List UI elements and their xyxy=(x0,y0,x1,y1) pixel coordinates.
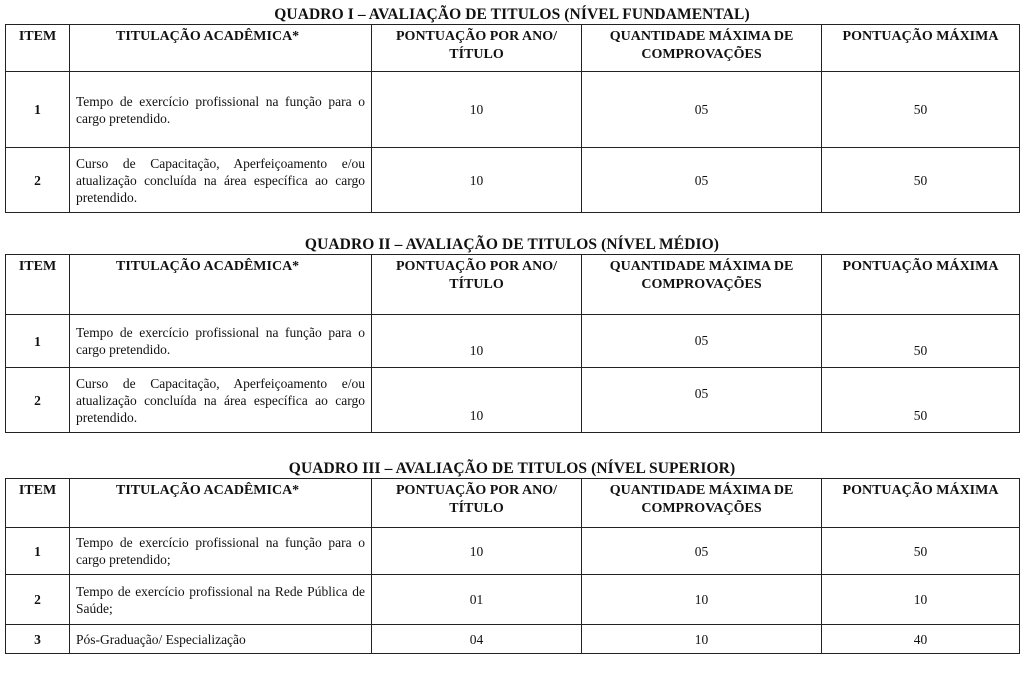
row-desc: Tempo de exercício profissional na Rede Pública de Saúde; xyxy=(70,575,372,625)
table-row xyxy=(6,72,1020,148)
header-titulacao: TITULAÇÃO ACADÊMICA* xyxy=(70,479,372,528)
row-pontuacao: 04 xyxy=(372,625,582,654)
quadro-3 xyxy=(5,460,1019,654)
row-maxima: 50 xyxy=(822,528,1020,575)
row-item: 2 xyxy=(6,148,70,213)
row-quantidade: 05 xyxy=(582,72,822,148)
row-quantidade: 05 xyxy=(582,528,822,575)
row-maxima: 40 xyxy=(822,625,1020,654)
table-row xyxy=(6,625,1020,654)
quadro-2 xyxy=(5,236,1019,433)
header-pontuacao-ano: PONTUAÇÃO POR ANO/ TÍTULO xyxy=(372,255,582,315)
row-item: 1 xyxy=(6,72,70,148)
row-quantidade: 05 xyxy=(582,148,822,213)
header-pontuacao-max: PONTUAÇÃO MÁXIMA xyxy=(822,479,1020,528)
row-item: 2 xyxy=(6,368,70,433)
header-pontuacao-max: PONTUAÇÃO MÁXIMA xyxy=(822,25,1020,72)
header-quantidade: QUANTIDADE MÁXIMA DE COMPROVAÇÕES xyxy=(582,479,822,528)
row-pontuacao: 10 xyxy=(372,528,582,575)
row-maxima: 10 xyxy=(822,575,1020,625)
quadro-2-title: QUADRO II – AVALIAÇÃO DE TITULOS (NÍVEL MÉDIO) xyxy=(304,236,720,253)
table-header-row xyxy=(6,479,1020,528)
row-desc: Tempo de exercício profissional na função para o cargo pretendido. xyxy=(70,72,372,148)
quadro-1-table xyxy=(5,24,1020,213)
row-maxima: 50 xyxy=(822,72,1020,148)
row-quantidade: 10 xyxy=(582,575,822,625)
header-item: ITEM xyxy=(6,255,70,315)
table-row xyxy=(6,315,1020,368)
table-row xyxy=(6,148,1020,213)
row-desc: Pós-Graduação/ Especialização xyxy=(70,625,372,654)
row-item: 3 xyxy=(6,625,70,654)
row-pontuacao: 10 xyxy=(372,148,582,213)
header-item: ITEM xyxy=(6,25,70,72)
row-desc: Curso de Capacitação, Aperfeiçoamento e/ou atualização concluída na área específica ao cargo pretendido. xyxy=(70,368,372,433)
table-row xyxy=(6,575,1020,625)
row-desc: Curso de Capacitação, Aperfeiçoamento e/ou atualização concluída na área específica ao cargo pretendido. xyxy=(70,148,372,213)
header-pontuacao-ano: PONTUAÇÃO POR ANO/ TÍTULO xyxy=(372,479,582,528)
quadro-2-table xyxy=(5,254,1020,433)
row-maxima: 50 xyxy=(822,148,1020,213)
row-desc: Tempo de exercício profissional na função para o cargo pretendido; xyxy=(70,528,372,575)
row-quantidade: 10 xyxy=(582,625,822,654)
quadro-1 xyxy=(5,6,1019,213)
row-pontuacao: 10 xyxy=(372,368,582,433)
row-pontuacao: 10 xyxy=(372,72,582,148)
quadro-3-table xyxy=(5,478,1020,654)
header-pontuacao-max: PONTUAÇÃO MÁXIMA xyxy=(822,255,1020,315)
row-quantidade: 05 xyxy=(582,368,822,433)
row-desc: Tempo de exercício profissional na função para o cargo pretendido. xyxy=(70,315,372,368)
table-header-row xyxy=(6,25,1020,72)
header-titulacao: TITULAÇÃO ACADÊMICA* xyxy=(70,255,372,315)
quadro-1-title: QUADRO I – AVALIAÇÃO DE TITULOS (NÍVEL FUNDAMENTAL) xyxy=(274,6,750,23)
table-row xyxy=(6,528,1020,575)
header-quantidade: QUANTIDADE MÁXIMA DE COMPROVAÇÕES xyxy=(582,25,822,72)
header-titulacao: TITULAÇÃO ACADÊMICA* xyxy=(70,25,372,72)
table-row xyxy=(6,368,1020,433)
row-quantidade: 05 xyxy=(582,315,822,368)
row-item: 1 xyxy=(6,528,70,575)
quadro-3-title: QUADRO III – AVALIAÇÃO DE TITULOS (NÍVEL SUPERIOR) xyxy=(288,460,736,477)
header-pontuacao-ano: PONTUAÇÃO POR ANO/ TÍTULO xyxy=(372,25,582,72)
row-item: 2 xyxy=(6,575,70,625)
row-item: 1 xyxy=(6,315,70,368)
table-header-row xyxy=(6,255,1020,315)
row-maxima: 50 xyxy=(822,368,1020,433)
header-quantidade: QUANTIDADE MÁXIMA DE COMPROVAÇÕES xyxy=(582,255,822,315)
row-pontuacao: 10 xyxy=(372,315,582,368)
row-pontuacao: 01 xyxy=(372,575,582,625)
row-maxima: 50 xyxy=(822,315,1020,368)
header-item: ITEM xyxy=(6,479,70,528)
